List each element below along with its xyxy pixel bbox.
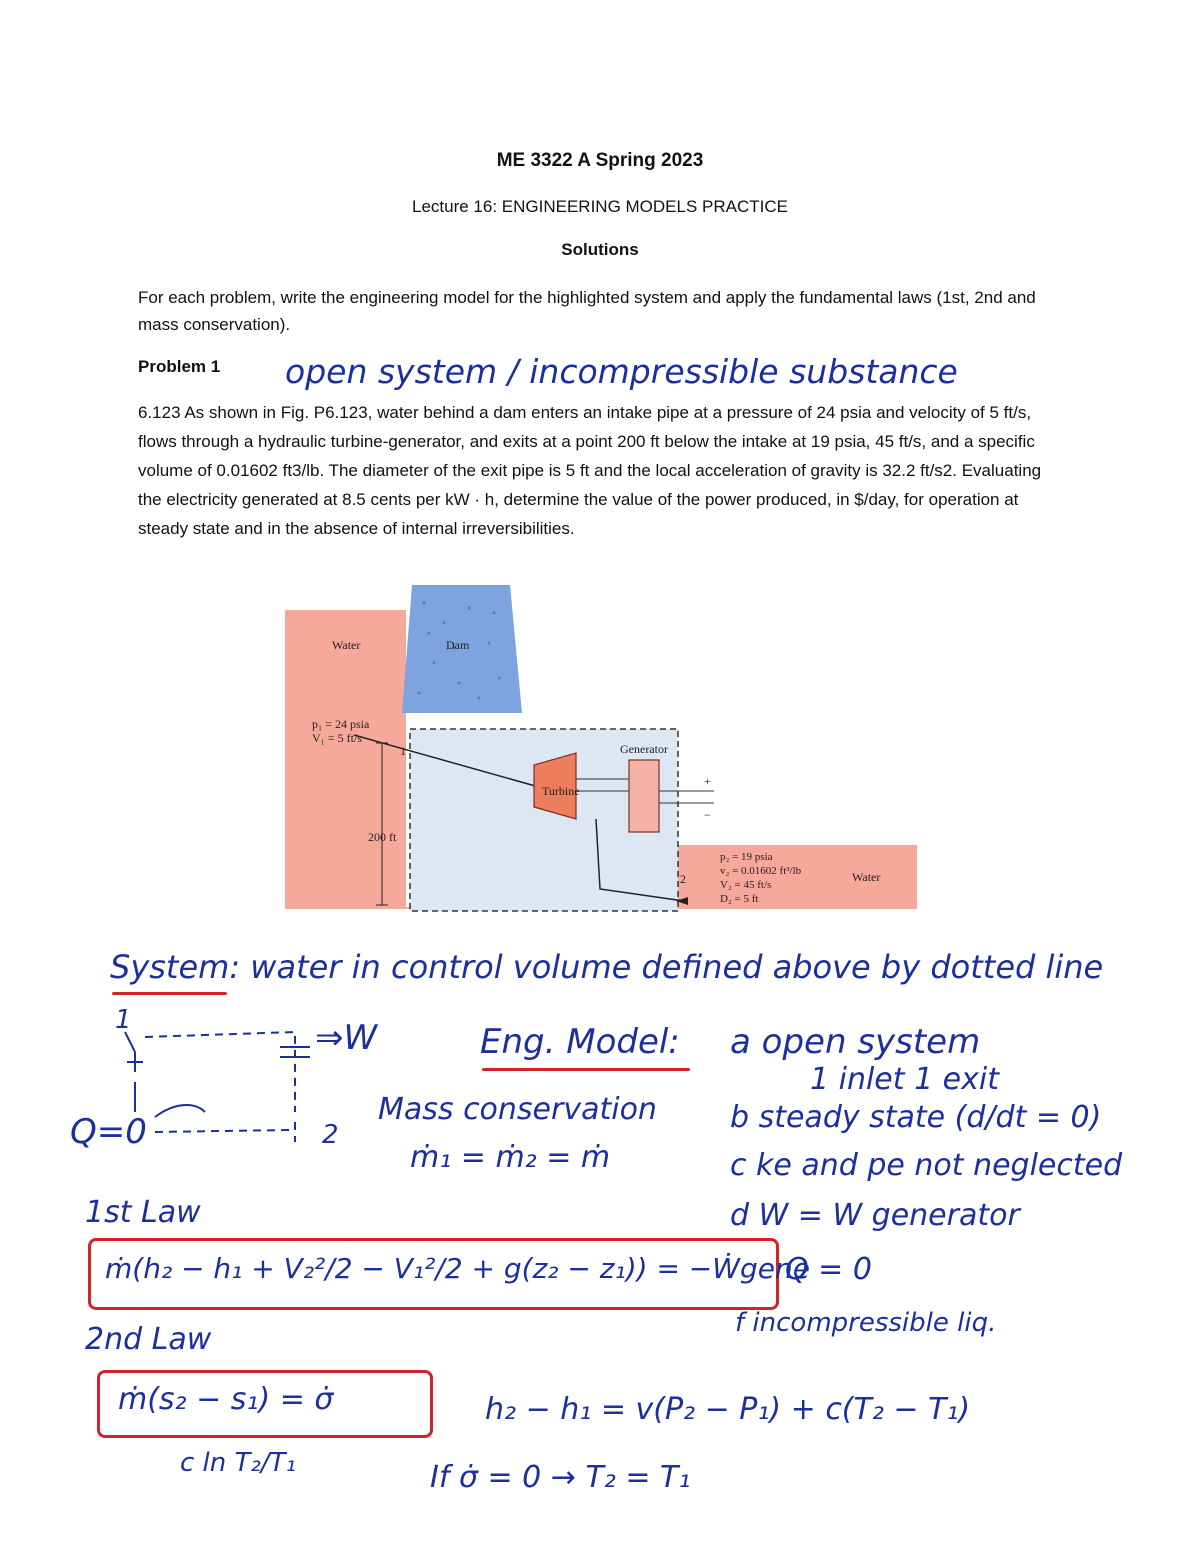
inlet-pressure-label: p₁ = 24 psia <box>312 717 370 731</box>
mass-conservation-equation: ṁ₁ = ṁ₂ = ṁ <box>410 1140 611 1175</box>
model-item-e: Q = 0 <box>785 1252 872 1287</box>
height-label: 200 ft <box>368 830 397 844</box>
generator-label: Generator <box>620 742 668 756</box>
system-underline <box>112 992 227 995</box>
water-left-label: Water <box>332 638 361 652</box>
exit-velocity-label: V₂ = 45 ft/s <box>720 879 772 891</box>
entropy-ln-note: c ln T₂/T₁ <box>180 1448 296 1478</box>
turbine-label: Turbine <box>542 784 580 798</box>
water-right-label: Water <box>852 870 881 884</box>
point-1-label: 1 <box>400 744 406 758</box>
eng-model-underline <box>482 1068 690 1071</box>
exit-diameter-label: D₂ = 5 ft <box>720 893 759 905</box>
isothermal-conclusion: If σ̇ = 0 → T₂ = T₁ <box>430 1460 691 1495</box>
model-item-a-detail: 1 inlet 1 exit <box>810 1062 999 1097</box>
inlet-velocity-label: V₁ = 5 ft/s <box>312 731 362 745</box>
sketch-point-2: 2 <box>322 1120 339 1150</box>
mass-conservation-label: Mass conservation <box>378 1092 657 1127</box>
instructions-text: For each problem, write the engineering model for the highlighted system and apply the fundamental laws (1st, 2nd and mass conservation). <box>138 288 1036 334</box>
problem-statement: 6.123 As shown in Fig. P6.123, water behind a dam enters an intake pipe at a pressure of 24 psia and velocity of 5 ft/s, flows through a hydraulic turbine-generator, and exits at a point 200 ft below the intake at 19 psia, 45 ft/s, and a specific volume of 0.01602 ft3/lb. The diameter of the exit pipe is 5 ft and the local acceleration of gravity is 32.2 ft/s2. Evaluating the electricity generated at 8.5 cents per kW · h, determine the value of the power produced, in $/day, for operation at steady state and in the absence of internal irreversibilities. <box>138 403 1042 538</box>
minus-terminal: − <box>704 808 711 822</box>
model-item-c: c ke and pe not neglected <box>730 1148 1123 1183</box>
course-title: ME 3322 A Spring 2023 <box>496 150 704 171</box>
lecture-title: Lecture 16: ENGINEERING MODELS PRACTICE <box>412 197 788 216</box>
exit-pressure-label: p₂ = 19 psia <box>720 851 773 863</box>
problem-label: Problem 1 <box>138 357 221 376</box>
handwritten-system-definition: System: water in control volume defined above by dotted line <box>110 948 1104 986</box>
dam-turbine-figure <box>284 583 920 918</box>
second-law-label: 2nd Law <box>85 1322 212 1357</box>
model-item-b: b steady state (d/dt = 0) <box>730 1100 1102 1135</box>
sketch-work-arrow: ⇒W <box>315 1018 378 1058</box>
eng-model-label: Eng. Model: <box>480 1022 680 1062</box>
first-law-label: 1st Law <box>85 1195 201 1230</box>
first-law-equation: ṁ(h₂ − h₁ + V₂²/2 − V₁²/2 + g(z₂ − z₁)) = −Ẇgene <box>105 1252 810 1285</box>
enthalpy-relation: h₂ − h₁ = v(P₂ − P₁) + c(T₂ − T₁) <box>485 1392 971 1427</box>
exit-specific-volume-label: v₂ = 0.01602 ft³/lb <box>720 865 802 877</box>
model-item-d: d W = W generator <box>730 1198 1020 1233</box>
sketch-point-1: 1 <box>115 1005 132 1035</box>
sketch-heat-zero: Q=0 <box>70 1112 147 1152</box>
generator-box <box>629 760 659 832</box>
plus-terminal: + <box>704 774 711 788</box>
model-item-f: f incompressible liq. <box>735 1308 997 1338</box>
solutions-heading: Solutions <box>561 240 639 259</box>
second-law-equation: ṁ(s₂ − s₁) = σ̇ <box>118 1382 334 1417</box>
model-item-a: a open system <box>730 1022 981 1062</box>
point-2-label: 2 <box>680 872 686 886</box>
dam-label: Dam <box>446 638 470 652</box>
handwritten-open-system-note: open system / incompressible substance <box>285 352 958 391</box>
